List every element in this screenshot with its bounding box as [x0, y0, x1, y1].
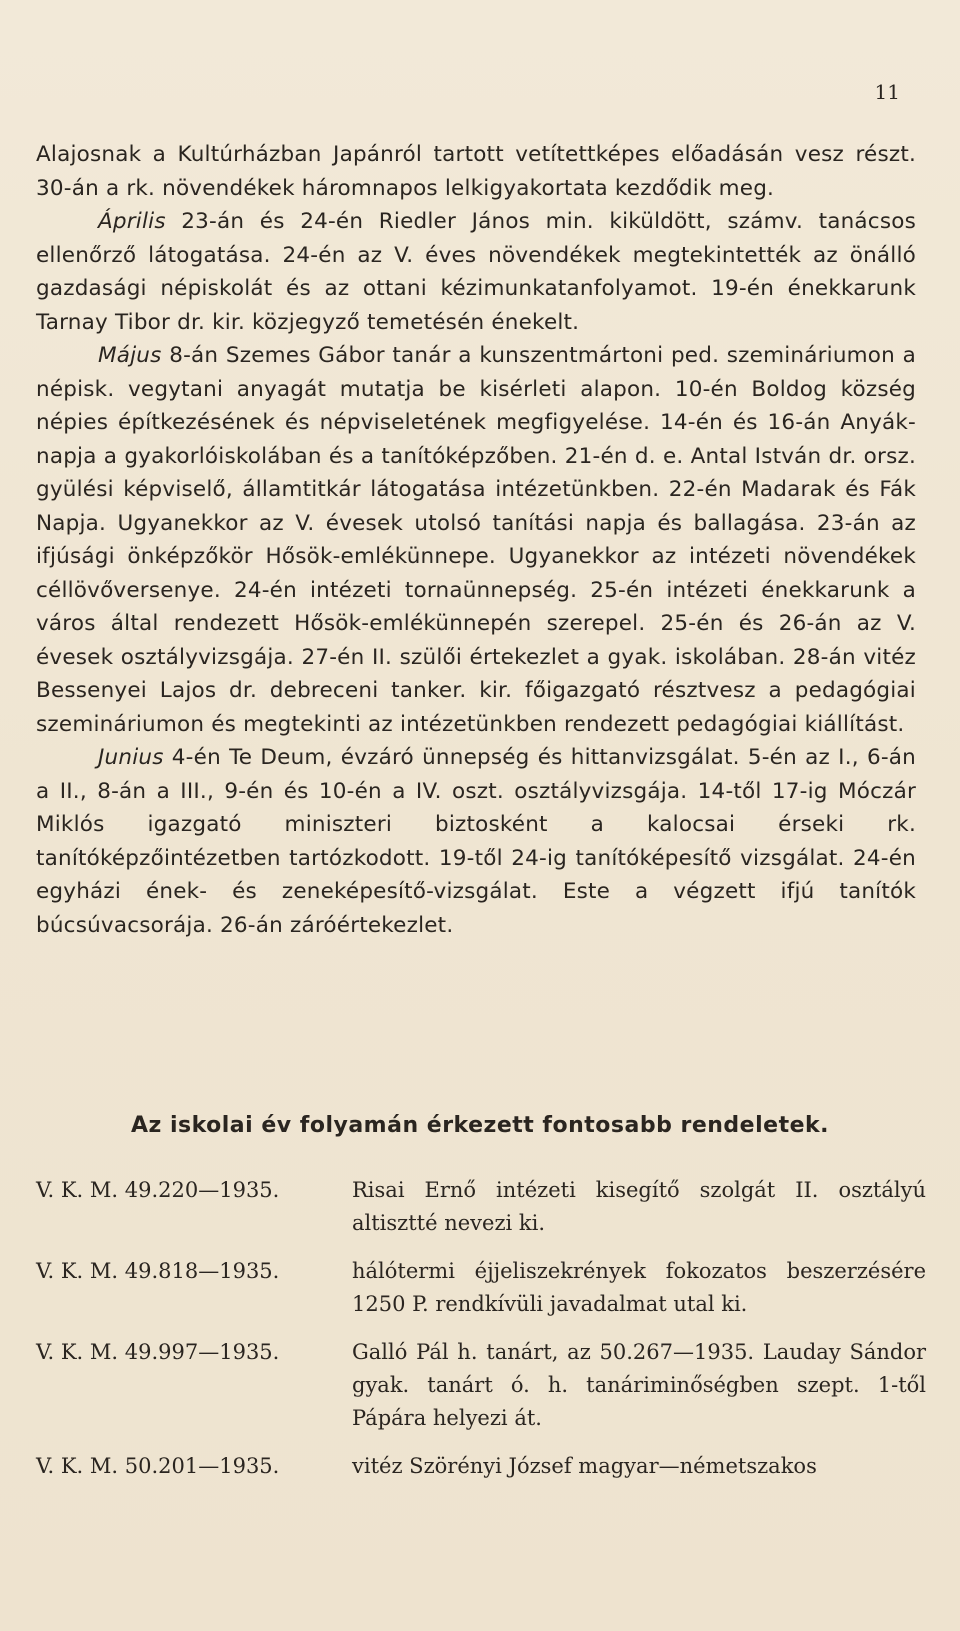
decree-entry [36, 1450, 926, 1483]
decree-reference: V. K. M. 50.201—1935. [36, 1454, 280, 1478]
decree-reference: V. K. M. 49.997—1935. [36, 1340, 280, 1364]
decree-description: vitéz Szörényi József magyar—németszakos [352, 1454, 817, 1478]
section-heading: Az iskolai év folyamán érkezett fontosabb rendeletek. [130, 1113, 829, 1138]
paragraph-text: 8-án Szemes Gábor tanár a kunszentmártoni ped. szemináriumon a népisk. vegytani anyagát mutatja be kisérleti alapon. 10-én Boldog község népies építkezésének és népviseletének megfigyelése. 14-én és 16-án Anyák-napja a gyakorlóiskolában és a tanítóképzőben. 21-én d. e. Antal István dr. orsz. gyülési képviselő, államtitkár látogatása intézetünkben. 22-én Madarak és Fák Napja. Ugyanekkor az V. évesek utolsó tanítási napja és ballagása. 23-án az ifjúsági önképzőkör Hősök-emlékünnepe. Ugyanekkor az intézeti növendékek céllövőversenye. 24-én intézeti tornaünnepség. 25-én intézeti énekkarunk a város által rendezett Hősök-emlékünnepén szerepel. 25-én és 26-án az V. évesek osztályvizsgája. 27-én II. szülői értekezlet a gyak. iskolában. 28-án vitéz Bessenyei Lajos dr. debreceni tanker. kir. főigazgató résztvesz a pedagógiai szemináriumon és megtekinti az intézetünkben rendezett pedagógiai kiállítást. [36, 343, 916, 737]
month-lead: Junius [98, 745, 164, 770]
decree-entry [36, 1336, 926, 1435]
decree-list [36, 1174, 926, 1498]
paragraph-may [36, 339, 916, 741]
paragraph-text: 4-én Te Deum, évzáró ünnepség és hittanvizsgálat. 5-én az I., 6-án a II., 8-án a III., 9-én és 10-én a IV. oszt. osztályvizsgája. 14-től 17-ig Móczár Miklós igazgató miniszteri biztosként a kalocsai érseki rk. tanítóképzőintézetben tartózkodott. 19-től 24-ig tanítóképesítő vizsgálat. 24-én egyházi ének- és zeneképesítő-vizsgálat. Este a végzett ifjú tanítók búcsúvacsorája. 26-án záróértekezlet. [36, 745, 916, 938]
paragraph-text: 23-án és 24-én Riedler János min. kiküldött, számv. tanácsos ellenőrző látogatása. 24-én az V. éves növendékek megtekintették az önálló gazdasági népiskolát és az ottani kézimunkatanfolyamot. 19-én énekkarunk Tarnay Tibor dr. kir. közjegyző temetésén énekelt. [36, 209, 916, 335]
page-number: 11 [874, 80, 900, 104]
decree-description: hálótermi éjjeliszekrények fokozatos beszerzésére 1250 P. rendkívüli javadalmat utal ki. [352, 1259, 926, 1316]
paragraph-march-end [36, 138, 916, 205]
decree-reference: V. K. M. 49.220—1935. [36, 1178, 280, 1202]
decree-entry [36, 1174, 926, 1240]
decree-description: Galló Pál h. tanárt, az 50.267—1935. Lauday Sándor gyak. tanárt ó. h. tanáriminőségben szept. 1-től Pápára helyezi át. [352, 1340, 926, 1430]
decree-description: Risai Ernő intézeti kisegítő szolgát II. osztályú altisztté nevezi ki. [352, 1178, 926, 1235]
month-lead: Április [98, 209, 166, 234]
month-lead: Május [98, 343, 162, 368]
decree-reference: V. K. M. 49.818—1935. [36, 1259, 280, 1283]
chronicle-text [36, 138, 916, 942]
paragraph-text: Alajosnak a Kultúrházban Japánról tartott vetítettképes előadásán vesz részt. 30-án a rk. növendékek háromnapos lelkigyakortata kezdődik meg. [36, 142, 916, 201]
paragraph-june [36, 741, 916, 942]
paragraph-april [36, 205, 916, 339]
decree-entry [36, 1255, 926, 1321]
